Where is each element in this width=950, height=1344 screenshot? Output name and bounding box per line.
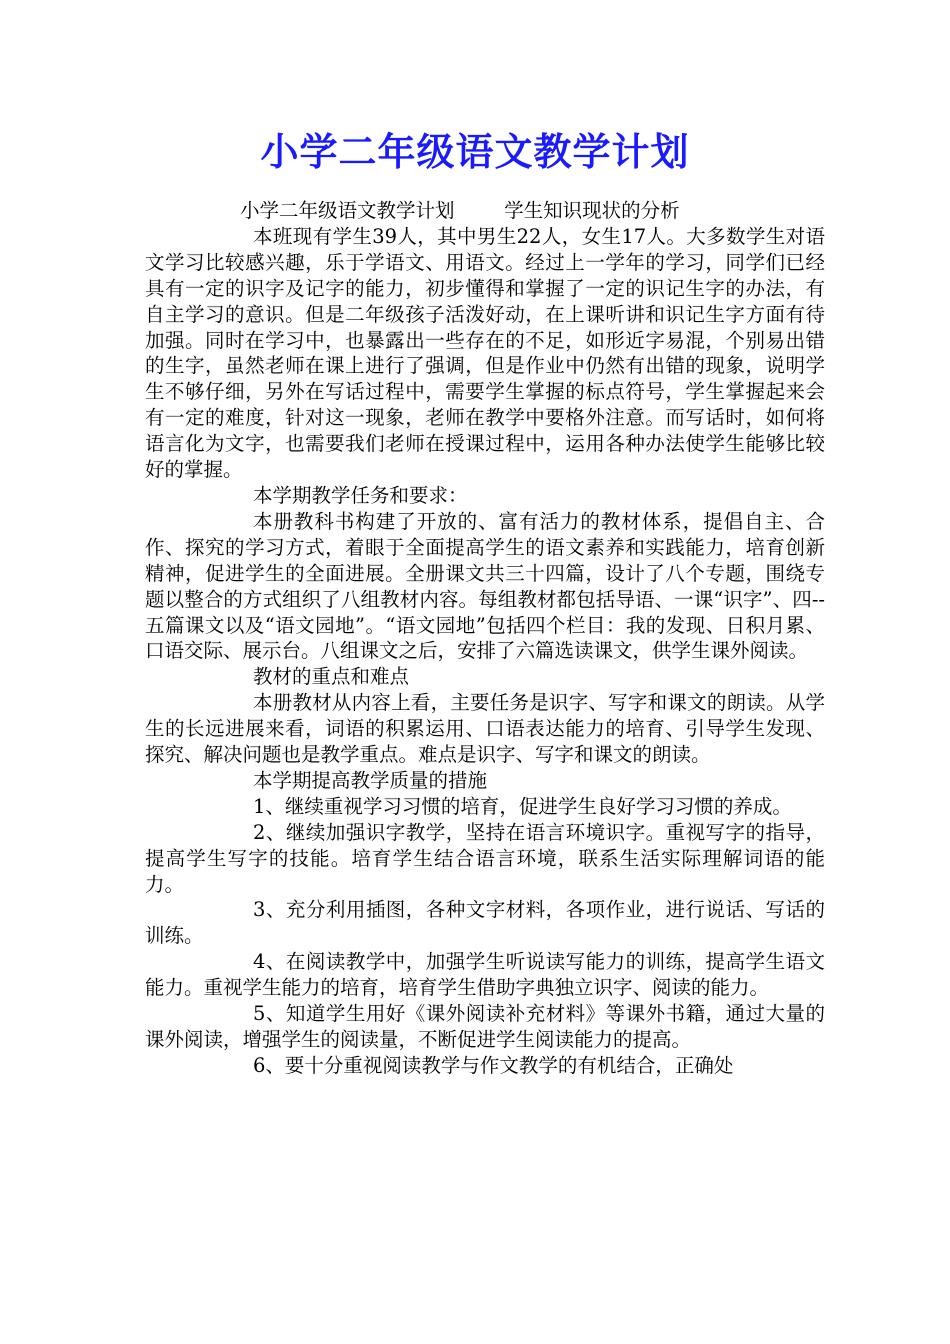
measure-item-4: 4、在阅读教学中，加强学生听说读写能力的训练，提高学生语文能力。重视学生能力的培育，培育学生借助字典独立识字、阅读的能力。 bbox=[145, 950, 825, 1000]
document-body bbox=[145, 198, 825, 1079]
measure-item-3: 3、充分利用插图，各种文字材料，各项作业，进行说话、写话的训练。 bbox=[145, 898, 825, 948]
intro-line: 小学二年级语文教学计划 学生知识现状的分析 bbox=[240, 199, 680, 222]
heading-key-points: 教材的重点和难点 bbox=[253, 665, 410, 689]
paragraph-student-analysis: 本班现有学生39人，其中男生22人，女生17人。大多数学生对语文学习比较感兴趣，乐于学语文、用语文。经过上一学年的学习，同学们已经具有一定的识字及记字的能力，初步懂得和掌握了一定的识记生字的办法，有自主学习的意识。但是二年级孩子活泼好动，在上课听讲和识记生字方面有待加强。同时在学习中，也暴露出一些存在的不足，如形近字易混，个别易出错的生字，虽然老师在课上进行了强调，但是作业中仍然有出错的现象，说明学生不够仔细，另外在写话过程中，需要学生掌握的标点符号，学生掌握起来会有一定的难度，针对这一现象，老师在教学中要格外注意。而写话时，如何将语言化为文字，也需要我们老师在授课过程中，运用各种办法使学生能够比较好的掌握。 bbox=[145, 224, 825, 482]
document-title: 小学二年级语文教学计划 bbox=[260, 129, 690, 174]
measure-item-2: 2、继续加强识字教学，坚持在语言环境识字。重视写字的指导，提高学生写字的技能。培育学生结合语言环境，联系生活实际理解词语的能力。 bbox=[145, 820, 825, 896]
heading-measures: 本学期提高教学质量的措施 bbox=[253, 768, 488, 792]
heading-tasks: 本学期教学任务和要求： bbox=[253, 483, 468, 507]
measure-item-1: 1、继续重视学习习惯的培育，促进学生良好学习习惯的养成。 bbox=[253, 794, 792, 818]
measure-item-5: 5、知道学生用好《课外阅读补充材料》等课外书籍，通过大量的课外阅读，增强学生的阅读量，不断促进学生阅读能力的提高。 bbox=[145, 1002, 825, 1051]
paragraph-textbook-overview: 本册教科书构建了开放的、富有活力的教材体系，提倡自主、合作、探究的学习方式，着眼于全面提高学生的语文素养和实践能力，培育创新精神，促进学生的全面进展。全册课文共三十四篇，设计了八个专题，围绕专题以整合的方式组织了八组教材内容。每组教材都包括导语、一课“识字”、四--五篇课文以及“语文园地”。“语文园地”包括四个栏目：我的发现、日积月累、口语交际、展示台。八组课文之后，安排了六篇选读课文，供学生课外阅读。 bbox=[145, 509, 825, 663]
measure-item-6: 6、要十分重视阅读教学与作文教学的有机结合，正确处 bbox=[253, 1053, 734, 1077]
paragraph-key-points: 本册教材从内容上看，主要任务是识字、写字和课文的朗读。从学生的长远进展来看，词语的积累运用、口语表达能力的培育、引导学生发现、探究、解决问题也是教学重点。难点是识字、写字和课文的朗读。 bbox=[145, 691, 825, 767]
